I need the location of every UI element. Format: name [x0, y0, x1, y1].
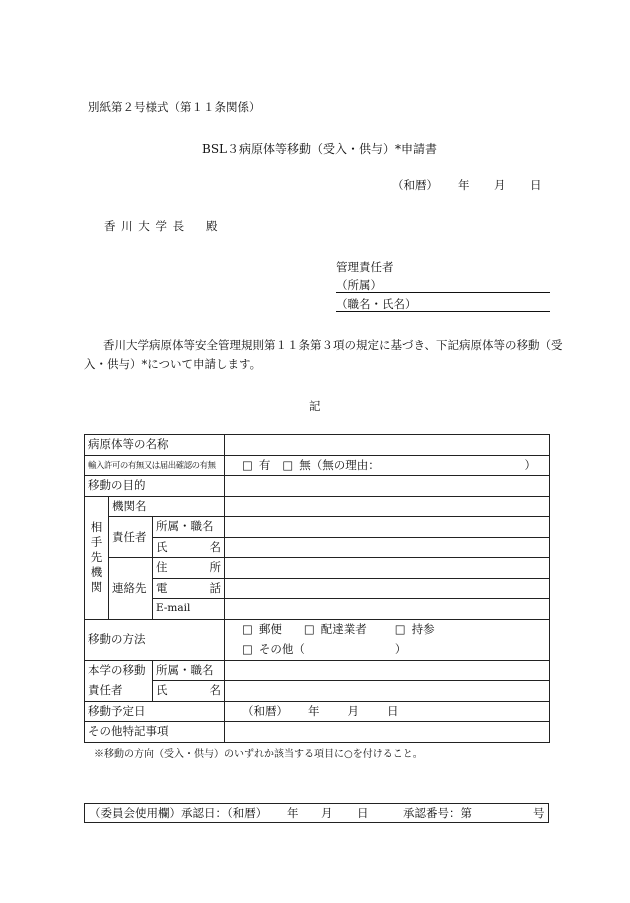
- option-yes-label: 有: [258, 457, 271, 472]
- option-no-label: 無（無の理由：: [299, 457, 380, 472]
- row-pathogen-name: [85, 435, 550, 456]
- our-responsible-label-2: 責任者: [85, 681, 153, 702]
- affiliation-underline: [336, 292, 550, 293]
- position-name-underline: [336, 311, 550, 312]
- method-label: 移動の方法: [85, 619, 225, 660]
- approval-number-label: 承認番号：第: [403, 806, 472, 820]
- application-table: [84, 434, 550, 743]
- method-other-close: ）: [394, 642, 407, 656]
- contact-label: 連絡先: [109, 558, 153, 620]
- row-email: [85, 599, 550, 620]
- institution-field[interactable]: [225, 496, 550, 517]
- pathogen-name-label: 病原体等の名称: [85, 435, 225, 456]
- method-field: [225, 619, 550, 660]
- partner-institution-label: 相 手 先 機 関: [85, 496, 109, 619]
- scheduled-date-label: 移動予定日: [85, 701, 225, 722]
- our-name-label: 氏 名: [153, 681, 225, 702]
- form-number: 別紙第２号様式（第１１条関係）: [88, 100, 261, 114]
- row-other-notes: [85, 722, 550, 743]
- applicant-affiliation[interactable]: （所属）: [336, 278, 382, 292]
- row-phone: [85, 578, 550, 599]
- row-import-permit: [85, 455, 550, 476]
- affiliation-title-label: 所属・職名: [153, 517, 225, 538]
- affiliation-title-field[interactable]: [225, 517, 550, 538]
- checkbox-post[interactable]: □: [242, 622, 253, 636]
- date-month-label: 月: [494, 178, 506, 192]
- phone-label: 電 話: [153, 578, 225, 599]
- ki-heading: 記: [309, 399, 321, 413]
- checkbox-carry[interactable]: □: [394, 622, 406, 636]
- responsible-label: 責任者: [109, 517, 153, 558]
- import-permit-field: [225, 455, 550, 476]
- applicant-label: 管理責任者: [336, 260, 394, 274]
- name-label: 氏 名: [153, 537, 225, 558]
- our-affiliation-title-label: 所属・職名: [153, 660, 225, 681]
- address-field[interactable]: [225, 558, 550, 579]
- row-our-affiliation: [85, 660, 550, 681]
- approval-year-label: 年: [287, 806, 299, 820]
- scheduled-date-field[interactable]: （和暦） 年 月 日: [225, 701, 550, 722]
- approval-day-label: 日: [357, 806, 369, 820]
- row-responsible-affiliation: [85, 517, 550, 538]
- purpose-field[interactable]: [225, 476, 550, 497]
- our-responsible-label-1: 本学の移動: [85, 660, 153, 681]
- other-notes-field[interactable]: [225, 722, 550, 743]
- approval-month-label: 月: [321, 806, 333, 820]
- institution-label: 機関名: [109, 496, 225, 517]
- method-courier-label: 配達業者: [320, 622, 367, 636]
- pathogen-name-field[interactable]: [225, 435, 550, 456]
- import-permit-label: 輸入許可の有無又は届出確認の有無: [85, 455, 225, 476]
- phone-field[interactable]: [225, 578, 550, 599]
- approval-date-label: 承認日：（和暦）: [181, 806, 268, 820]
- checkbox-other[interactable]: □: [242, 642, 253, 656]
- email-field[interactable]: [225, 599, 550, 620]
- row-purpose: [85, 476, 550, 497]
- applicant-position-name[interactable]: （職名・氏名）: [336, 297, 417, 311]
- row-scheduled-date: [85, 701, 550, 722]
- other-notes-label: その他特記事項: [85, 722, 225, 743]
- addressee-name: 香 川 大 学 長: [104, 219, 186, 233]
- row-method: [85, 619, 550, 660]
- approval-box: [84, 803, 549, 823]
- row-address: [85, 558, 550, 579]
- method-carry-label: 持参: [411, 622, 435, 636]
- footnote: ※移動の方向（受入・供与）のいずれか該当する項目に○を付けること。: [94, 749, 423, 760]
- body-text-line-2: 入・供与）*について申請します。: [84, 357, 262, 371]
- date-year-label: 年: [458, 178, 470, 192]
- email-label: E-mail: [153, 599, 225, 620]
- option-no-close: ）: [524, 457, 537, 472]
- row-responsible-name: [85, 537, 550, 558]
- checkbox-courier[interactable]: □: [303, 622, 315, 636]
- our-name-field[interactable]: [225, 681, 550, 702]
- date-era: （和暦）: [392, 178, 438, 192]
- address-label: 住 所: [153, 558, 225, 579]
- checkbox-yes[interactable]: □: [242, 457, 253, 472]
- purpose-label: 移動の目的: [85, 476, 225, 497]
- document-title: BSL３病原体等移動（受入・供与）*申請書: [202, 142, 438, 156]
- name-field[interactable]: [225, 537, 550, 558]
- row-our-name: [85, 681, 550, 702]
- committee-use-label: （委員会使用欄）: [89, 806, 181, 820]
- row-institution: [85, 496, 550, 517]
- checkbox-no[interactable]: □: [282, 457, 294, 472]
- method-other-label: その他（: [258, 642, 305, 656]
- date-day-label: 日: [530, 178, 542, 192]
- addressee-honorific: 殿: [206, 219, 218, 233]
- method-post-label: 郵便: [258, 622, 282, 636]
- our-affiliation-title-field[interactable]: [225, 660, 550, 681]
- approval-number-suffix: 号: [533, 806, 545, 820]
- body-text-line-1: 香川大学病原体等安全管理規則第１１条第３項の規定に基づき、下記病原体等の移動（受: [103, 338, 563, 352]
